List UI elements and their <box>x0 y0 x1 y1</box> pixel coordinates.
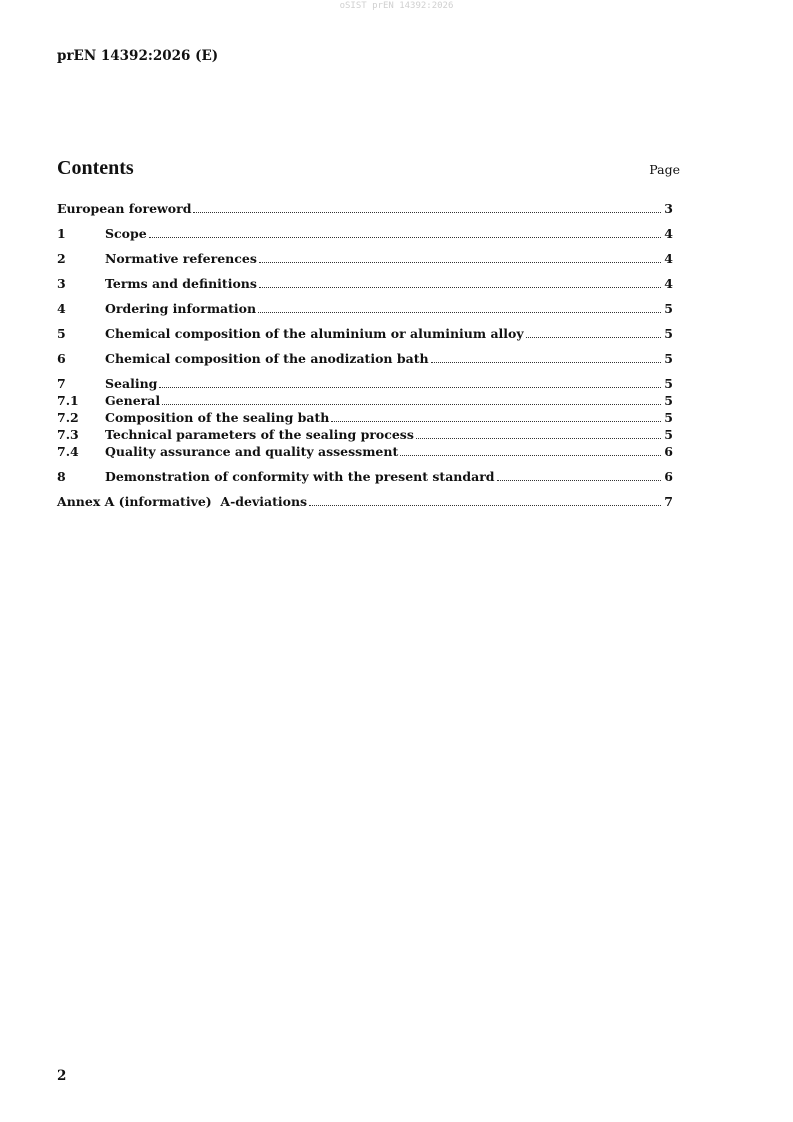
toc-leader <box>431 362 661 363</box>
toc-entry-title: General <box>105 393 161 408</box>
toc-heading <box>57 157 680 181</box>
toc-leader <box>400 455 661 456</box>
toc-entry-number: 8 <box>57 469 66 484</box>
toc-page-label: Page <box>649 162 680 177</box>
toc-entry-number: 7.2 <box>57 410 79 425</box>
toc-entry-number: 2 <box>57 251 66 266</box>
toc-entry-page: 5 <box>664 351 673 366</box>
toc-entry-title: Chemical composition of the anodization bath <box>105 351 429 366</box>
toc-entry-title: Sealing <box>105 376 158 391</box>
toc-entry-title: Normative references <box>105 251 257 266</box>
toc-leader <box>149 237 661 238</box>
toc-entry-page: 3 <box>664 201 673 216</box>
watermark: oSIST prEN 14392:2026 <box>339 1 454 11</box>
toc-entry-page: 5 <box>664 326 673 341</box>
toc-entry-page: 6 <box>664 444 673 459</box>
toc-entry[interactable] <box>57 350 673 367</box>
toc-leader <box>259 262 661 263</box>
toc-entry[interactable] <box>57 275 673 292</box>
toc-entry-title: Demonstration of conformity with the present standard <box>105 469 495 484</box>
toc-leader <box>331 421 661 422</box>
toc-entry-number: 7.1 <box>57 393 79 408</box>
toc-entry-title: Terms and definitions <box>105 276 257 291</box>
toc-entry[interactable] <box>57 325 673 342</box>
toc-entry-page: 5 <box>664 427 673 442</box>
toc-entry-title: Technical parameters of the sealing process <box>105 427 414 442</box>
toc-leader <box>159 387 661 388</box>
toc-entry-title: Composition of the sealing bath <box>105 410 330 425</box>
toc-entry-number: 7 <box>57 376 66 391</box>
document-id: prEN 14392:2026 (E) <box>57 48 219 64</box>
toc-entry-number: 4 <box>57 301 66 316</box>
toc-entry[interactable] <box>57 468 673 485</box>
toc-entry-page: 5 <box>664 393 673 408</box>
toc-entry[interactable] <box>57 375 673 392</box>
toc-entry-number: 1 <box>57 226 66 241</box>
table-of-contents <box>57 200 673 510</box>
toc-entry[interactable] <box>57 200 673 217</box>
toc-entry[interactable] <box>57 300 673 317</box>
toc-leader <box>309 505 661 506</box>
page-number: 2 <box>57 1068 67 1084</box>
toc-entry-page: 5 <box>664 410 673 425</box>
toc-entry[interactable] <box>57 225 673 242</box>
toc-entry-number: 5 <box>57 326 66 341</box>
toc-entry[interactable] <box>57 409 673 426</box>
toc-entry[interactable] <box>57 493 673 510</box>
toc-title: Contents <box>57 157 134 179</box>
toc-entry[interactable] <box>57 426 673 443</box>
toc-entry-number: 6 <box>57 351 66 366</box>
toc-entry[interactable] <box>57 250 673 267</box>
toc-entry-page: 7 <box>664 494 673 509</box>
toc-entry-page: 6 <box>664 469 673 484</box>
toc-leader <box>258 312 661 313</box>
toc-entry-page: 5 <box>664 376 673 391</box>
toc-leader <box>526 337 661 338</box>
toc-leader <box>416 438 661 439</box>
toc-entry[interactable] <box>57 392 673 409</box>
toc-entry-title: Chemical composition of the aluminium or aluminium alloy <box>105 326 524 341</box>
toc-entry-page: 4 <box>664 276 673 291</box>
toc-entry-number: 7.3 <box>57 427 79 442</box>
toc-entry-page: 4 <box>664 251 673 266</box>
toc-entry-page: 4 <box>664 226 673 241</box>
toc-entry-number: 7.4 <box>57 444 79 459</box>
toc-entry-title: Scope <box>105 226 147 241</box>
toc-entry[interactable] <box>57 443 673 460</box>
toc-leader <box>162 404 661 405</box>
toc-entry-title: European foreword <box>57 201 192 216</box>
toc-entry-title: Annex A (informative) A-deviations <box>57 494 308 509</box>
toc-entry-title: Quality assurance and quality assessment <box>105 444 399 459</box>
toc-leader <box>193 212 661 213</box>
toc-entry-page: 5 <box>664 301 673 316</box>
toc-leader <box>497 480 661 481</box>
toc-leader <box>259 287 661 288</box>
toc-entry-number: 3 <box>57 276 66 291</box>
toc-entry-title: Ordering information <box>105 301 257 316</box>
